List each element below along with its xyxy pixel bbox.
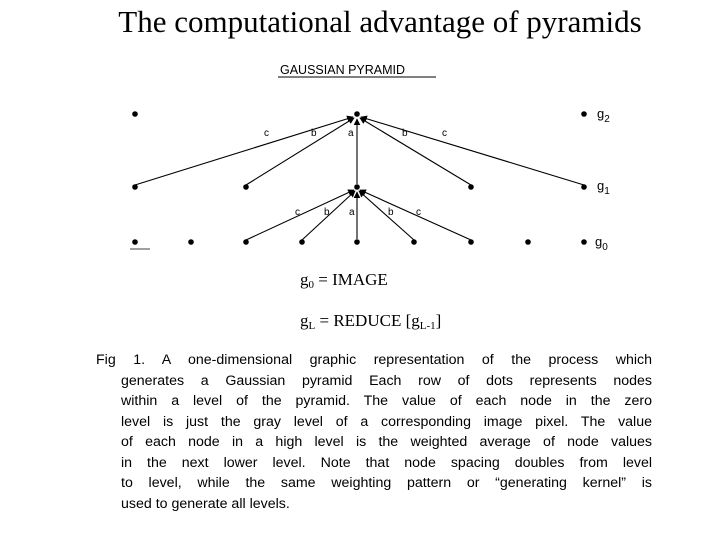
node xyxy=(411,239,417,245)
kernel-label-b: b xyxy=(388,207,394,218)
caption-line: generates a Gaussian pyramid Each row of dots represents nodes xyxy=(121,372,652,389)
caption-line: within a level of the pyramid. The value of each node in the zero xyxy=(121,393,652,409)
caption-line: of each node in a high level is the weighted average of node values xyxy=(121,434,652,450)
level-label-g0: $g_0$ xyxy=(595,234,608,253)
caption-line: used to generate all levels. xyxy=(121,495,290,512)
caption-line: in the next lower level. Note that node spacing doubles from level xyxy=(121,454,652,471)
node xyxy=(188,239,194,245)
node xyxy=(299,239,305,245)
kernel-label-b: b xyxy=(311,128,317,139)
node xyxy=(581,111,587,117)
node xyxy=(354,111,360,117)
caption-line: level is just the gray level of a corresponding image pixel. The value xyxy=(121,413,652,430)
node xyxy=(354,239,360,245)
node xyxy=(132,184,138,190)
node xyxy=(581,239,587,245)
kernel-labels-upper xyxy=(264,128,447,139)
node xyxy=(525,239,531,245)
kernel-label-a: a xyxy=(348,128,354,139)
figure-caption xyxy=(96,350,652,514)
formula-base-image: $g_0$ = IMAGE xyxy=(300,270,388,291)
arrow xyxy=(360,118,471,185)
level-label-g2: $g_2$ xyxy=(597,106,610,125)
node xyxy=(243,184,249,190)
kernel-label-c: c xyxy=(442,128,447,139)
arrows-g1-to-g2 xyxy=(135,117,584,185)
kernel-label-a: a xyxy=(349,207,355,218)
arrow xyxy=(246,190,354,240)
level-g1-nodes xyxy=(132,184,587,190)
level-g0-nodes xyxy=(132,239,587,245)
node xyxy=(468,184,474,190)
kernel-label-b: b xyxy=(324,207,330,218)
node xyxy=(132,239,138,245)
node xyxy=(354,184,360,190)
kernel-label-c: c xyxy=(264,128,269,139)
node xyxy=(581,184,587,190)
diagram-heading: GAUSSIAN PYRAMID xyxy=(280,63,406,77)
slide-title: The computational advantage of pyramids xyxy=(118,4,642,39)
formula-reduce: $g_L$ = REDUCE $[g_{L-1}]$ xyxy=(300,311,442,332)
level-labels xyxy=(595,106,610,253)
kernel-label-c: c xyxy=(295,207,300,218)
arrow xyxy=(361,117,584,185)
node xyxy=(132,111,138,117)
level-g2-nodes xyxy=(132,111,587,117)
caption-line: Fig 1. A one-dimensional graphic representation of the process which xyxy=(96,352,652,368)
caption-line: to level, while the same weighting pattern or “generating kernel” is xyxy=(121,475,652,491)
kernel-label-c: c xyxy=(416,207,421,218)
arrow xyxy=(135,117,353,185)
level-label-g1: $g_1$ xyxy=(597,178,610,197)
node xyxy=(243,239,249,245)
arrow xyxy=(246,118,354,185)
arrow xyxy=(359,191,414,240)
node xyxy=(468,239,474,245)
arrows-g0-to-g1 xyxy=(246,190,471,240)
kernel-label-b: b xyxy=(402,128,408,139)
